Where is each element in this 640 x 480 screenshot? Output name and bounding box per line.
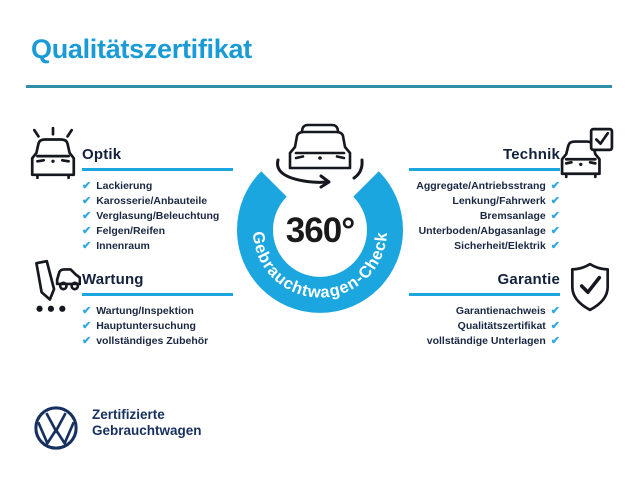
check-icon: ✔ [550,194,560,207]
checklist-item-label: Verglasung/Beleuchtung [96,209,220,222]
title-divider [26,85,612,88]
footer-brand-line1: Zertifizierte [92,407,165,422]
section-title-garantie: Garantie [497,271,560,288]
checklist-item-label: Innenraum [96,239,150,252]
check-icon: ✔ [82,334,92,347]
checklist-item [82,319,260,334]
checklist-item-label: vollständige Unterlagen [426,334,546,347]
checklist-item-label: vollständiges Zubehör [96,334,209,347]
checklist-item-label: Unterboden/Abgasanlage [418,224,546,237]
checklist-item-label: Karosserie/Anbauteile [96,194,208,207]
check-icon: ✔ [82,179,92,192]
check-icon: ✔ [82,239,92,252]
footer-brand-text [92,407,202,439]
checklist-item [382,319,560,334]
service-checklist-icon [25,257,81,320]
section-title-optik: Optik [82,146,122,163]
check-icon: ✔ [550,224,560,237]
section-title-wartung: Wartung [82,271,144,288]
360-check-ring [220,120,420,320]
checklist-item-label: Aggregate/Antriebsstrang [416,179,546,192]
section-title-technik: Technik [503,146,560,163]
checklist-item-label: Felgen/Reifen [96,224,166,237]
section-rule [82,168,233,171]
section-rule [409,293,560,296]
shield-check-icon [566,261,614,318]
rotating-car-icon [278,125,363,187]
checklist-item [382,334,560,349]
check-icon: ✔ [82,304,92,317]
checklist-item-label: Bremsanlage [479,209,546,222]
checklist-item-label: Garantienachweis [455,304,546,317]
check-icon: ✔ [82,194,92,207]
page-title: Qualitätszertifikat [31,34,252,64]
check-icon: ✔ [550,209,560,222]
check-icon: ✔ [550,239,560,252]
degrees-label: 360° [285,211,355,250]
ring-label: Gebrauchtwagen-Check [248,230,392,302]
check-icon: ✔ [550,334,560,347]
vw-logo [33,405,79,456]
checklist-item-label: Lackierung [96,179,153,192]
checklist-item-label: Lenkung/Fahrwerk [452,194,546,207]
checklist-item-label: Qualitätszertifikat [457,319,546,332]
footer-brand-line2: Gebrauchtwagen [92,423,202,438]
checklist-item [82,334,260,349]
section-rule [409,168,560,171]
check-icon: ✔ [550,304,560,317]
checklist-item-label: Wartung/Inspektion [96,304,194,317]
check-icon: ✔ [550,179,560,192]
checklist-item-label: Sicherheit/Elektrik [454,239,546,252]
check-icon: ✔ [82,319,92,332]
check-icon: ✔ [82,209,92,222]
check-icon: ✔ [82,224,92,237]
checklist-item-label: Hauptuntersuchung [96,319,196,332]
check-icon: ✔ [550,319,560,332]
shiny-car-icon [26,127,80,184]
section-rule [82,293,233,296]
car-checkbox-icon [560,127,614,184]
